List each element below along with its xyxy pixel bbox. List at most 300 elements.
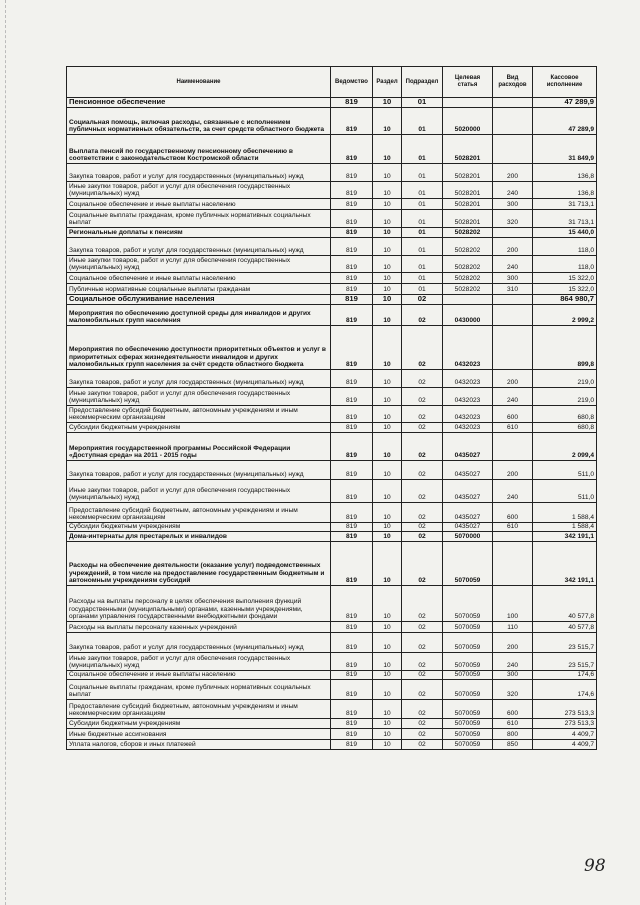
row-target-article: 5028202 [443, 255, 493, 272]
row-name: Расходы на обеспечение деятельности (оказание услуг) подведомственных учреждений, в том числе на предоставление государственным бюджетным и автономным учреждениям субсидий [67, 541, 331, 585]
row-expense-type: 300 [493, 272, 533, 283]
row-expense-type: 850 [493, 739, 533, 749]
row-department: 819 [331, 652, 373, 670]
row-target-article [443, 98, 493, 108]
row-department: 819 [331, 209, 373, 227]
row-subsection: 02 [402, 621, 443, 632]
row-target-article: 5070059 [443, 652, 493, 670]
row-section: 10 [373, 739, 402, 749]
row-amount: 342 191,1 [533, 541, 597, 585]
row-target-article: 5070059 [443, 739, 493, 749]
row-target-article: 5070059 [443, 699, 493, 718]
table-row [67, 728, 597, 739]
header-department: Ведомство [331, 67, 373, 98]
row-name: Иные закупки товаров, работ и услуг для обеспечения государственных (муниципальных) нужд [67, 479, 331, 502]
row-section: 10 [373, 283, 402, 294]
row-name: Иные закупки товаров, работ и услуг для обеспечения государственных (муниципальных) нужд [67, 652, 331, 670]
row-target-article: 0432023 [443, 387, 493, 405]
row-amount: 2 999,2 [533, 304, 597, 325]
row-target-article: 0435027 [443, 460, 493, 479]
table-row [67, 283, 597, 294]
row-amount: 31 849,9 [533, 134, 597, 163]
row-department: 819 [331, 181, 373, 198]
row-department: 819 [331, 621, 373, 632]
table-row [67, 679, 597, 699]
row-subsection: 02 [402, 699, 443, 718]
row-department: 819 [331, 460, 373, 479]
page-number: 98 [584, 856, 606, 876]
row-name: Предоставление субсидий бюджетным, автономным учреждениям и иным некоммерческим организациям [67, 502, 331, 522]
table-row [67, 718, 597, 728]
row-department: 819 [331, 387, 373, 405]
table-row [67, 98, 597, 108]
row-subsection: 01 [402, 181, 443, 198]
row-name: Расходы на выплаты персоналу казенных учреждений [67, 621, 331, 632]
row-expense-type: 600 [493, 502, 533, 522]
row-amount: 219,0 [533, 387, 597, 405]
row-department: 819 [331, 699, 373, 718]
row-amount: 273 513,3 [533, 699, 597, 718]
row-department: 819 [331, 679, 373, 699]
row-department: 819 [331, 422, 373, 432]
row-section: 10 [373, 728, 402, 739]
row-expense-type: 300 [493, 198, 533, 209]
row-target-article: 0432023 [443, 325, 493, 369]
row-amount: 342 191,1 [533, 531, 597, 541]
header-target-article: Целевая статья [443, 67, 493, 98]
row-target-article: 5028201 [443, 198, 493, 209]
row-subsection: 01 [402, 255, 443, 272]
row-section: 10 [373, 107, 402, 134]
row-amount: 864 980,7 [533, 294, 597, 304]
row-target-article: 5020000 [443, 107, 493, 134]
table-row [67, 181, 597, 198]
row-name: Социальные выплаты гражданам, кроме публичных нормативных социальных выплат [67, 679, 331, 699]
row-amount: 4 409,7 [533, 739, 597, 749]
row-name: Уплата налогов, сборов и иных платежей [67, 739, 331, 749]
row-department: 819 [331, 718, 373, 728]
row-department: 819 [331, 325, 373, 369]
row-amount: 47 289,9 [533, 107, 597, 134]
row-target-article: 0435027 [443, 502, 493, 522]
row-section: 10 [373, 227, 402, 237]
row-name: Субсидии бюджетным учреждениям [67, 522, 331, 531]
row-amount: 273 513,3 [533, 718, 597, 728]
row-amount: 15 322,0 [533, 272, 597, 283]
row-expense-type: 600 [493, 699, 533, 718]
header-name: Наименование [67, 67, 331, 98]
row-name: Закупка товаров, работ и услуг для государственных (муниципальных) нужд [67, 460, 331, 479]
row-section: 10 [373, 432, 402, 460]
row-name: Социальная помощь, включая расходы, связанные с исполнением публичных нормативных обязательств, за счет средств областного бюджета [67, 107, 331, 134]
row-target-article: 5028201 [443, 163, 493, 181]
row-amount: 136,8 [533, 163, 597, 181]
table-row [67, 432, 597, 460]
row-name: Мероприятия по обеспечению доступности приоритетных объектов и услуг в приоритетных сферах жизнедеятельности инвалидов и других маломобильных групп населения за счёт средств областного бюджета [67, 325, 331, 369]
row-amount: 511,0 [533, 479, 597, 502]
row-target-article: 0435027 [443, 432, 493, 460]
row-name: Социальное обеспечение и иные выплаты населению [67, 670, 331, 679]
row-amount: 680,8 [533, 405, 597, 422]
row-expense-type: 320 [493, 209, 533, 227]
table-body [67, 98, 597, 750]
row-section: 10 [373, 134, 402, 163]
row-amount: 899,8 [533, 325, 597, 369]
table-row [67, 304, 597, 325]
row-section: 10 [373, 632, 402, 652]
row-department: 819 [331, 198, 373, 209]
row-name: Иные закупки товаров, работ и услуг для обеспечения государственных (муниципальных) нужд [67, 387, 331, 405]
row-target-article: 0432023 [443, 405, 493, 422]
row-subsection: 02 [402, 679, 443, 699]
row-subsection: 02 [402, 652, 443, 670]
row-name: Социальное обслуживание населения [67, 294, 331, 304]
row-section: 10 [373, 255, 402, 272]
row-name: Предоставление субсидий бюджетным, автономным учреждениям и иным некоммерческим организациям [67, 405, 331, 422]
row-name: Иные бюджетные ассигнования [67, 728, 331, 739]
row-section: 10 [373, 699, 402, 718]
row-subsection: 02 [402, 369, 443, 387]
row-subsection: 01 [402, 107, 443, 134]
row-target-article: 0432023 [443, 422, 493, 432]
row-department: 819 [331, 272, 373, 283]
header-cash-execution: Кассовое исполнение [533, 67, 597, 98]
row-target-article: 5070059 [443, 632, 493, 652]
row-section: 10 [373, 304, 402, 325]
row-expense-type: 610 [493, 522, 533, 531]
row-target-article: 5028202 [443, 283, 493, 294]
left-margin-mark [5, 0, 6, 905]
row-subsection: 02 [402, 585, 443, 621]
table-row [67, 699, 597, 718]
row-name: Социальное обеспечение и иные выплаты населению [67, 272, 331, 283]
row-section: 10 [373, 163, 402, 181]
row-subsection: 02 [402, 460, 443, 479]
row-amount: 1 588,4 [533, 522, 597, 531]
row-name: Расходы на выплаты персоналу в целях обеспечения выполнения функций государственными (муниципальными) органами, казенными учреждениями, органами управления государственными внебюджетными фондами [67, 585, 331, 621]
row-department: 819 [331, 670, 373, 679]
row-section: 10 [373, 460, 402, 479]
table-row [67, 272, 597, 283]
row-amount: 40 577,8 [533, 585, 597, 621]
row-target-article: 0435027 [443, 522, 493, 531]
row-name: Закупка товаров, работ и услуг для государственных (муниципальных) нужд [67, 163, 331, 181]
row-department: 819 [331, 227, 373, 237]
table-row [67, 422, 597, 432]
row-section: 10 [373, 294, 402, 304]
row-amount: 31 713,1 [533, 209, 597, 227]
row-target-article: 5028202 [443, 237, 493, 255]
row-name: Субсидии бюджетным учреждениям [67, 718, 331, 728]
table-row [67, 209, 597, 227]
row-target-article: 5028201 [443, 134, 493, 163]
row-name: Пенсионное обеспечение [67, 98, 331, 108]
row-subsection: 01 [402, 98, 443, 108]
row-department: 819 [331, 585, 373, 621]
header-section: Раздел [373, 67, 402, 98]
row-subsection: 02 [402, 304, 443, 325]
row-amount: 219,0 [533, 369, 597, 387]
row-amount: 174,6 [533, 679, 597, 699]
table-row [67, 479, 597, 502]
row-amount: 511,0 [533, 460, 597, 479]
row-subsection: 02 [402, 405, 443, 422]
row-expense-type [493, 227, 533, 237]
row-target-article: 5070059 [443, 621, 493, 632]
table-row [67, 294, 597, 304]
row-expense-type: 600 [493, 405, 533, 422]
table-row [67, 198, 597, 209]
row-department: 819 [331, 369, 373, 387]
row-expense-type: 240 [493, 181, 533, 198]
row-subsection: 02 [402, 728, 443, 739]
table-row [67, 502, 597, 522]
row-section: 10 [373, 209, 402, 227]
row-section: 10 [373, 652, 402, 670]
header-subsection: Подраздел [402, 67, 443, 98]
row-amount: 15 440,0 [533, 227, 597, 237]
table-row [67, 227, 597, 237]
row-expense-type [493, 325, 533, 369]
row-amount: 31 713,1 [533, 198, 597, 209]
row-department: 819 [331, 479, 373, 502]
row-section: 10 [373, 522, 402, 531]
row-expense-type [493, 432, 533, 460]
row-subsection: 01 [402, 163, 443, 181]
table-row [67, 632, 597, 652]
row-expense-type: 240 [493, 255, 533, 272]
row-name: Публичные нормативные социальные выплаты гражданам [67, 283, 331, 294]
row-section: 10 [373, 479, 402, 502]
row-section: 10 [373, 502, 402, 522]
row-subsection: 02 [402, 541, 443, 585]
table-row [67, 541, 597, 585]
row-subsection: 02 [402, 670, 443, 679]
row-amount: 680,8 [533, 422, 597, 432]
row-name: Выплата пенсий по государственному пенсионному обеспечению в соответствии с законодательством Костромской области [67, 134, 331, 163]
row-target-article: 5070059 [443, 728, 493, 739]
row-department: 819 [331, 107, 373, 134]
row-department: 819 [331, 255, 373, 272]
budget-execution-table [66, 66, 597, 750]
row-subsection: 01 [402, 227, 443, 237]
row-subsection: 02 [402, 502, 443, 522]
row-department: 819 [331, 405, 373, 422]
row-subsection: 02 [402, 294, 443, 304]
row-section: 10 [373, 369, 402, 387]
table-row [67, 585, 597, 621]
row-name: Закупка товаров, работ и услуг для государственных (муниципальных) нужд [67, 237, 331, 255]
row-amount: 40 577,8 [533, 621, 597, 632]
row-department: 819 [331, 531, 373, 541]
row-target-article: 0432023 [443, 369, 493, 387]
row-amount: 2 099,4 [533, 432, 597, 460]
row-subsection: 02 [402, 479, 443, 502]
row-target-article: 5070059 [443, 718, 493, 728]
row-department: 819 [331, 134, 373, 163]
row-expense-type: 240 [493, 387, 533, 405]
table-row [67, 369, 597, 387]
row-subsection: 01 [402, 209, 443, 227]
row-amount: 47 289,9 [533, 98, 597, 108]
table-row [67, 670, 597, 679]
row-name: Мероприятия по обеспечению доступной среды для инвалидов и других маломобильных групп населения [67, 304, 331, 325]
row-expense-type: 200 [493, 369, 533, 387]
row-subsection: 02 [402, 718, 443, 728]
row-section: 10 [373, 272, 402, 283]
table-row [67, 621, 597, 632]
row-expense-type: 320 [493, 679, 533, 699]
row-section: 10 [373, 422, 402, 432]
row-department: 819 [331, 632, 373, 652]
row-name: Субсидии бюджетным учреждениям [67, 422, 331, 432]
row-expense-type: 310 [493, 283, 533, 294]
row-target-article: 5070000 [443, 531, 493, 541]
row-section: 10 [373, 181, 402, 198]
row-subsection: 01 [402, 237, 443, 255]
row-target-article: 5070059 [443, 585, 493, 621]
row-expense-type: 200 [493, 237, 533, 255]
row-amount: 1 588,4 [533, 502, 597, 522]
row-name: Закупка товаров, работ и услуг для государственных (муниципальных) нужд [67, 632, 331, 652]
row-amount: 15 322,0 [533, 283, 597, 294]
row-section: 10 [373, 531, 402, 541]
row-subsection: 01 [402, 272, 443, 283]
row-expense-type [493, 304, 533, 325]
row-section: 10 [373, 621, 402, 632]
row-department: 819 [331, 98, 373, 108]
row-department: 819 [331, 237, 373, 255]
row-expense-type [493, 107, 533, 134]
row-target-article: 0430000 [443, 304, 493, 325]
row-amount: 4 409,7 [533, 728, 597, 739]
row-subsection: 01 [402, 283, 443, 294]
row-subsection: 01 [402, 134, 443, 163]
row-section: 10 [373, 670, 402, 679]
row-target-article: 0435027 [443, 479, 493, 502]
row-name: Региональные доплаты к пенсиям [67, 227, 331, 237]
row-expense-type: 200 [493, 460, 533, 479]
row-subsection: 02 [402, 531, 443, 541]
table-row [67, 107, 597, 134]
row-subsection: 02 [402, 422, 443, 432]
row-section: 10 [373, 198, 402, 209]
table-row [67, 163, 597, 181]
table-row [67, 522, 597, 531]
row-department: 819 [331, 304, 373, 325]
row-target-article: 5028201 [443, 209, 493, 227]
row-name: Иные закупки товаров, работ и услуг для обеспечения государственных (муниципальных) нужд [67, 181, 331, 198]
row-expense-type: 200 [493, 163, 533, 181]
row-amount: 23 515,7 [533, 652, 597, 670]
row-expense-type: 800 [493, 728, 533, 739]
row-expense-type [493, 531, 533, 541]
row-expense-type: 110 [493, 621, 533, 632]
table-row [67, 405, 597, 422]
row-target-article: 5070059 [443, 679, 493, 699]
table-header-row [67, 67, 597, 98]
row-name: Мероприятия государственной программы Российской Федерации «Доступная среда» на 2011 - 2015 годы [67, 432, 331, 460]
row-expense-type: 300 [493, 670, 533, 679]
row-expense-type [493, 98, 533, 108]
row-department: 819 [331, 739, 373, 749]
row-amount: 136,8 [533, 181, 597, 198]
row-subsection: 02 [402, 632, 443, 652]
row-section: 10 [373, 387, 402, 405]
table-row [67, 652, 597, 670]
row-expense-type: 200 [493, 632, 533, 652]
row-target-article [443, 294, 493, 304]
table-row [67, 739, 597, 749]
row-target-article: 5070059 [443, 541, 493, 585]
row-target-article: 5070059 [443, 670, 493, 679]
row-expense-type: 240 [493, 479, 533, 502]
row-expense-type [493, 134, 533, 163]
row-subsection: 02 [402, 432, 443, 460]
table-row [67, 460, 597, 479]
row-section: 10 [373, 718, 402, 728]
row-subsection: 02 [402, 325, 443, 369]
row-section: 10 [373, 98, 402, 108]
row-name: Социальное обеспечение и иные выплаты населению [67, 198, 331, 209]
table-row [67, 237, 597, 255]
row-target-article: 5028201 [443, 181, 493, 198]
row-expense-type: 610 [493, 718, 533, 728]
row-section: 10 [373, 585, 402, 621]
row-section: 10 [373, 679, 402, 699]
row-department: 819 [331, 294, 373, 304]
row-name: Предоставление субсидий бюджетным, автономным учреждениям и иным некоммерческим организациям [67, 699, 331, 718]
row-department: 819 [331, 283, 373, 294]
row-name: Закупка товаров, работ и услуг для государственных (муниципальных) нужд [67, 369, 331, 387]
row-subsection: 02 [402, 739, 443, 749]
row-subsection: 02 [402, 522, 443, 531]
table-row [67, 255, 597, 272]
row-section: 10 [373, 541, 402, 585]
row-section: 10 [373, 405, 402, 422]
row-expense-type [493, 541, 533, 585]
table-row [67, 325, 597, 369]
row-section: 10 [373, 237, 402, 255]
row-amount: 118,0 [533, 255, 597, 272]
row-section: 10 [373, 325, 402, 369]
row-department: 819 [331, 432, 373, 460]
header-expense-type: Вид расходов [493, 67, 533, 98]
row-amount: 174,6 [533, 670, 597, 679]
row-expense-type: 610 [493, 422, 533, 432]
row-department: 819 [331, 541, 373, 585]
row-expense-type: 100 [493, 585, 533, 621]
row-subsection: 01 [402, 198, 443, 209]
row-department: 819 [331, 502, 373, 522]
row-name: Дома-интернаты для престарелых и инвалидов [67, 531, 331, 541]
row-subsection: 02 [402, 387, 443, 405]
row-department: 819 [331, 728, 373, 739]
row-amount: 23 515,7 [533, 632, 597, 652]
table-row [67, 387, 597, 405]
row-department: 819 [331, 522, 373, 531]
row-name: Социальные выплаты гражданам, кроме публичных нормативных социальных выплат [67, 209, 331, 227]
table-row [67, 134, 597, 163]
table-row [67, 531, 597, 541]
row-name: Иные закупки товаров, работ и услуг для обеспечения государственных (муниципальных) нужд [67, 255, 331, 272]
row-target-article: 5028202 [443, 272, 493, 283]
row-expense-type: 240 [493, 652, 533, 670]
row-amount: 118,0 [533, 237, 597, 255]
row-target-article: 5028202 [443, 227, 493, 237]
row-department: 819 [331, 163, 373, 181]
row-expense-type [493, 294, 533, 304]
